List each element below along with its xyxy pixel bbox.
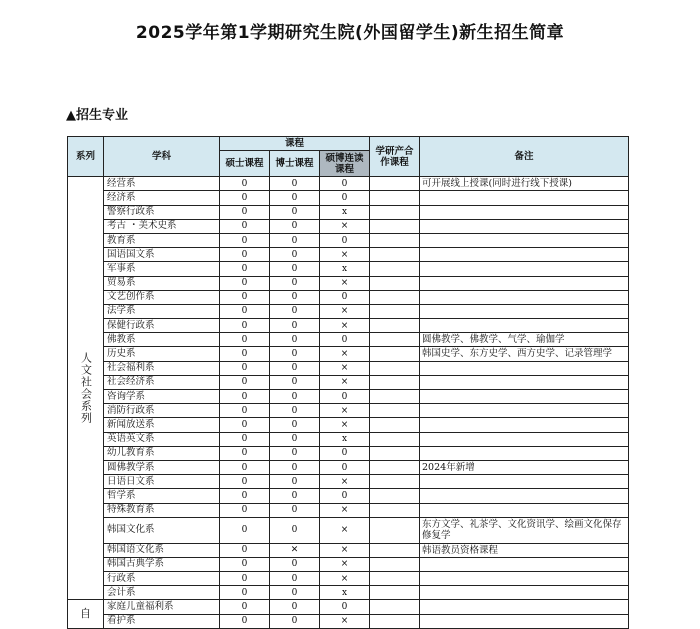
joint-cell (370, 361, 420, 375)
subject-cell: 文艺创作系 (104, 290, 220, 304)
master-cell: 0 (220, 418, 270, 432)
remarks-cell (420, 503, 629, 517)
subject-cell: 行政系 (104, 572, 220, 586)
integrated-cell: × (320, 375, 370, 389)
subject-cell: 韩国文化系 (104, 517, 220, 543)
doctor-cell: 0 (270, 205, 320, 219)
subject-cell: 社会经济系 (104, 375, 220, 389)
doctor-cell: 0 (270, 361, 320, 375)
table-row (68, 219, 629, 233)
subject-cell: 教育系 (104, 233, 220, 247)
table-row (68, 543, 629, 557)
remarks-cell (420, 304, 629, 318)
doctor-cell: 0 (270, 319, 320, 333)
header-subject: 学科 (104, 137, 220, 177)
joint-cell (370, 191, 420, 205)
table-row (68, 503, 629, 517)
remarks-cell (420, 290, 629, 304)
doctor-cell: 0 (270, 460, 320, 474)
remarks-cell (420, 319, 629, 333)
joint-cell (370, 248, 420, 262)
table-row (68, 205, 629, 219)
master-cell: 0 (220, 191, 270, 205)
integrated-cell: x (320, 432, 370, 446)
doctor-cell: 0 (270, 572, 320, 586)
joint-cell (370, 404, 420, 418)
master-cell: 0 (220, 347, 270, 361)
doctor-cell: 0 (270, 432, 320, 446)
remarks-cell (420, 262, 629, 276)
master-cell: 0 (220, 614, 270, 628)
integrated-cell: 0 (320, 333, 370, 347)
integrated-cell: × (320, 475, 370, 489)
table-row (68, 177, 629, 191)
integrated-cell: × (320, 248, 370, 262)
header-master: 硕士课程 (220, 151, 270, 177)
integrated-cell: 0 (320, 177, 370, 191)
integrated-cell: × (320, 319, 370, 333)
doctor-cell: 0 (270, 262, 320, 276)
integrated-cell: 0 (320, 390, 370, 404)
header-courses: 课程 (220, 137, 370, 151)
remarks-cell (420, 489, 629, 503)
joint-cell (370, 557, 420, 571)
table-row (68, 572, 629, 586)
remarks-cell (420, 614, 629, 628)
doctor-cell: 0 (270, 489, 320, 503)
doctor-cell: 0 (270, 304, 320, 318)
doctor-cell: 0 (270, 614, 320, 628)
master-cell: 0 (220, 390, 270, 404)
integrated-cell: × (320, 557, 370, 571)
joint-cell (370, 290, 420, 304)
table-row (68, 276, 629, 290)
doctor-cell: 0 (270, 191, 320, 205)
section-heading: ▲招生专业 (66, 108, 128, 123)
header-joint: 学研产合作课程 (370, 137, 420, 177)
integrated-cell: 0 (320, 446, 370, 460)
subject-cell: 咨询学系 (104, 390, 220, 404)
remarks-cell (420, 390, 629, 404)
integrated-cell: × (320, 572, 370, 586)
master-cell: 0 (220, 557, 270, 571)
remarks-cell: 韩语教员资格课程 (420, 543, 629, 557)
remarks-cell: 韩国史学、东方史学、西方史学、记录管理学 (420, 347, 629, 361)
doctor-cell: 0 (270, 404, 320, 418)
integrated-cell: × (320, 304, 370, 318)
table-row (68, 390, 629, 404)
subject-cell: 英语英文系 (104, 432, 220, 446)
doctor-cell: 0 (270, 503, 320, 517)
joint-cell (370, 432, 420, 446)
table-row (68, 614, 629, 628)
doctor-cell: 0 (270, 219, 320, 233)
doctor-cell: 0 (270, 475, 320, 489)
master-cell: 0 (220, 446, 270, 460)
doctor-cell: 0 (270, 248, 320, 262)
integrated-cell: × (320, 361, 370, 375)
subject-cell: 贸易系 (104, 276, 220, 290)
remarks-cell (420, 446, 629, 460)
integrated-cell: × (320, 418, 370, 432)
joint-cell (370, 375, 420, 389)
joint-cell (370, 503, 420, 517)
joint-cell (370, 177, 420, 191)
remarks-cell (420, 191, 629, 205)
table-row (68, 557, 629, 571)
doctor-cell: 0 (270, 333, 320, 347)
remarks-cell (420, 205, 629, 219)
master-cell: 0 (220, 248, 270, 262)
integrated-cell: 0 (320, 233, 370, 247)
master-cell: 0 (220, 361, 270, 375)
joint-cell (370, 319, 420, 333)
table-row (68, 460, 629, 474)
joint-cell (370, 219, 420, 233)
master-cell: 0 (220, 375, 270, 389)
table-row (68, 489, 629, 503)
doctor-cell: 0 (270, 390, 320, 404)
subject-cell: 法学系 (104, 304, 220, 318)
integrated-cell: × (320, 543, 370, 557)
table-row (68, 404, 629, 418)
subject-cell: 经济系 (104, 191, 220, 205)
table-row (68, 347, 629, 361)
subject-cell: 哲学系 (104, 489, 220, 503)
integrated-cell: x (320, 262, 370, 276)
table-row (68, 586, 629, 600)
subject-cell: 圆佛教学系 (104, 460, 220, 474)
joint-cell (370, 205, 420, 219)
integrated-cell: x (320, 205, 370, 219)
joint-cell (370, 446, 420, 460)
master-cell: 0 (220, 333, 270, 347)
subject-cell: 会计系 (104, 586, 220, 600)
remarks-cell (420, 375, 629, 389)
doctor-cell: 0 (270, 375, 320, 389)
header-doctor: 博士课程 (270, 151, 320, 177)
subject-cell: 消防行政系 (104, 404, 220, 418)
remarks-cell (420, 361, 629, 375)
remarks-cell (420, 233, 629, 247)
series-label: 自 (68, 600, 104, 628)
joint-cell (370, 543, 420, 557)
header-series: 系列 (68, 137, 104, 177)
document-title: 2025学年第1学期研究生院(外国留学生)新生招生简章 (135, 23, 565, 43)
integrated-cell: 0 (320, 600, 370, 614)
table-row (68, 233, 629, 247)
subject-cell: 韩国语文化系 (104, 543, 220, 557)
master-cell: 0 (220, 503, 270, 517)
doctor-cell: 0 (270, 347, 320, 361)
joint-cell (370, 418, 420, 432)
master-cell: 0 (220, 543, 270, 557)
integrated-cell: x (320, 586, 370, 600)
subject-cell: 幼儿教育系 (104, 446, 220, 460)
joint-cell (370, 586, 420, 600)
integrated-cell: × (320, 219, 370, 233)
joint-cell (370, 390, 420, 404)
subject-cell: 韩国古典学系 (104, 557, 220, 571)
table-row (68, 375, 629, 389)
joint-cell (370, 614, 420, 628)
subject-cell: 军事系 (104, 262, 220, 276)
subject-cell: 特殊教育系 (104, 503, 220, 517)
remarks-cell: 2024年新增 (420, 460, 629, 474)
master-cell: 0 (220, 489, 270, 503)
remarks-cell (420, 557, 629, 571)
table-row (68, 446, 629, 460)
master-cell: 0 (220, 290, 270, 304)
series-label: 人文社会系列 (68, 177, 104, 600)
subject-cell: 历史系 (104, 347, 220, 361)
doctor-cell: 0 (270, 600, 320, 614)
integrated-cell: × (320, 517, 370, 543)
joint-cell (370, 460, 420, 474)
master-cell: 0 (220, 219, 270, 233)
subject-cell: 社会福利系 (104, 361, 220, 375)
master-cell: 0 (220, 586, 270, 600)
table-row (68, 304, 629, 318)
joint-cell (370, 572, 420, 586)
subject-cell: 新闻放送系 (104, 418, 220, 432)
master-cell: 0 (220, 572, 270, 586)
remarks-cell: 可开展线上授课(同时进行线下授课) (420, 177, 629, 191)
joint-cell (370, 600, 420, 614)
subject-cell: 保健行政系 (104, 319, 220, 333)
joint-cell (370, 333, 420, 347)
joint-cell (370, 262, 420, 276)
master-cell: 0 (220, 404, 270, 418)
subject-cell: 经营系 (104, 177, 220, 191)
remarks-cell (420, 418, 629, 432)
doctor-cell: 0 (270, 586, 320, 600)
remarks-cell (420, 248, 629, 262)
joint-cell (370, 276, 420, 290)
header-integrated: 硕博连读课程 (320, 151, 370, 177)
master-cell: 0 (220, 460, 270, 474)
remarks-cell (420, 475, 629, 489)
doctor-cell: 0 (270, 557, 320, 571)
joint-cell (370, 304, 420, 318)
subject-cell: 考古 ・美术史系 (104, 219, 220, 233)
joint-cell (370, 347, 420, 361)
table-row (68, 517, 629, 543)
master-cell: 0 (220, 600, 270, 614)
integrated-cell: 0 (320, 489, 370, 503)
table-row (68, 418, 629, 432)
table-row (68, 432, 629, 446)
subject-cell: 日语日文系 (104, 475, 220, 489)
doctor-cell: 0 (270, 290, 320, 304)
master-cell: 0 (220, 276, 270, 290)
remarks-cell (420, 432, 629, 446)
master-cell: 0 (220, 517, 270, 543)
doctor-cell: 0 (270, 233, 320, 247)
doctor-cell: 0 (270, 517, 320, 543)
doctor-cell: 0 (270, 177, 320, 191)
master-cell: 0 (220, 177, 270, 191)
master-cell: 0 (220, 233, 270, 247)
table-row (68, 290, 629, 304)
integrated-cell: × (320, 503, 370, 517)
master-cell: 0 (220, 475, 270, 489)
remarks-cell (420, 276, 629, 290)
subject-cell: 佛教系 (104, 333, 220, 347)
joint-cell (370, 489, 420, 503)
integrated-cell: × (320, 614, 370, 628)
integrated-cell: × (320, 404, 370, 418)
joint-cell (370, 475, 420, 489)
integrated-cell: × (320, 347, 370, 361)
subject-cell: 家庭儿童福利系 (104, 600, 220, 614)
subject-cell: 看护系 (104, 614, 220, 628)
master-cell: 0 (220, 304, 270, 318)
table-row (68, 191, 629, 205)
table-row (68, 361, 629, 375)
table-row (68, 475, 629, 489)
remarks-cell (420, 600, 629, 614)
integrated-cell: 0 (320, 191, 370, 205)
header-remarks: 备注 (420, 137, 629, 177)
master-cell: 0 (220, 205, 270, 219)
master-cell: 0 (220, 262, 270, 276)
doctor-cell: ✕ (270, 543, 320, 557)
table-row (68, 262, 629, 276)
doctor-cell: 0 (270, 276, 320, 290)
integrated-cell: 0 (320, 460, 370, 474)
doctor-cell: 0 (270, 446, 320, 460)
remarks-cell (420, 586, 629, 600)
doctor-cell: 0 (270, 418, 320, 432)
remarks-cell: 圆佛教学、佛教学、气学、瑜伽学 (420, 333, 629, 347)
master-cell: 0 (220, 319, 270, 333)
subject-cell: 国语国文系 (104, 248, 220, 262)
table-row (68, 600, 629, 614)
subject-cell: 警察行政系 (104, 205, 220, 219)
integrated-cell: × (320, 276, 370, 290)
integrated-cell: 0 (320, 290, 370, 304)
joint-cell (370, 517, 420, 543)
remarks-cell: 东方文学、礼茶学、文化资讯学、绘画文化保存修复学 (420, 517, 629, 543)
table-row (68, 319, 629, 333)
table-row (68, 248, 629, 262)
major-table (67, 136, 629, 629)
remarks-cell (420, 219, 629, 233)
master-cell: 0 (220, 432, 270, 446)
remarks-cell (420, 404, 629, 418)
table-row (68, 333, 629, 347)
remarks-cell (420, 572, 629, 586)
joint-cell (370, 233, 420, 247)
